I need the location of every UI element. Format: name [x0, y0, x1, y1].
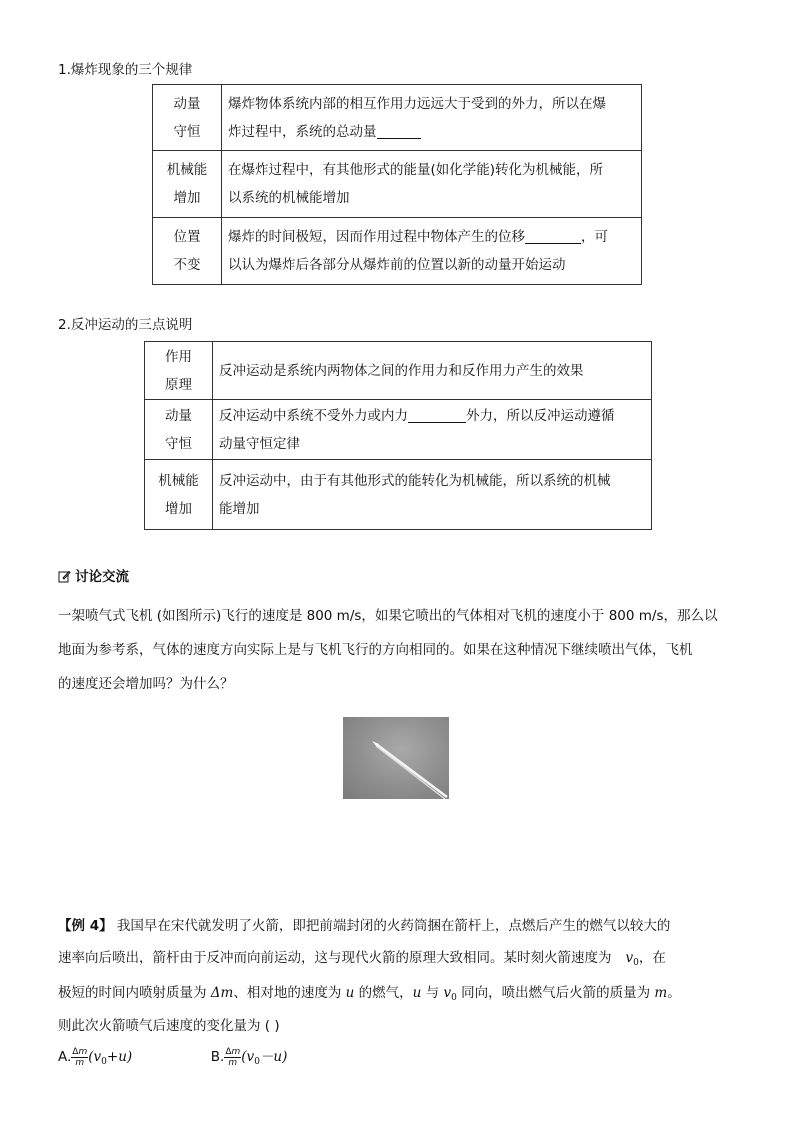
explosion-laws-table — [152, 84, 642, 285]
option-a[interactable]: A. $\frac{\Delta m}{m}$ $(v_0+u)$ — [58, 1046, 133, 1068]
row-value: 爆炸物体系统内部的相互作用力远远大于受到的外力，所以在爆 炸过程中，系统的总动量 — [222, 85, 642, 151]
row-key: 机械能 增加 — [153, 151, 222, 218]
table-row — [153, 85, 642, 151]
row-value: 反冲运动中，由于有其他形式的能转化为机械能，所以系统的机械 能增加 — [213, 460, 652, 530]
option-b[interactable]: B. $\frac{\Delta m}{m}$ $(v_0-u)$ — [210, 1046, 288, 1068]
row-key: 作用 原理 — [145, 342, 213, 400]
row-value: 在爆炸过程中，有其他形式的能量(如化学能)转化为机械能，所 以系统的机械能增加 — [222, 151, 642, 218]
example-4: 【例 4】 我国早在宋代就发明了火箭，即把前端封闭的火药筒捆在箭杆上，点燃后产生的燃气以较大的 速率向后喷出，箭杆由于反冲而向前运动，这与现代火箭的原理大致相同。某时刻火箭速度为 $v_0$，在 极短的时间内喷射质量为 Δm、相对地的速度为 u 的燃气，u 与 $v_0$ 同向，喷出燃气后火箭的质量为 m。 则此次火箭喷气后速度的变化量为 ( ) A. $\frac{\Delta m}{m}$ $(v_0+u)$ B. $\frac{\Delta m}{m}$ $(v_0-u)$ — [58, 910, 748, 1079]
jet-contrail-image — [343, 717, 449, 799]
discussion-header — [58, 565, 129, 585]
row-key: 动量 守恒 — [145, 400, 213, 460]
row-key: 动量 守恒 — [153, 85, 222, 151]
answer-blank — [377, 122, 421, 139]
discussion-title: 讨论交流 — [75, 569, 129, 585]
row-value: 反冲运动是系统内两物体之间的作用力和反作用力产生的效果 — [213, 342, 652, 400]
answer-blank — [525, 227, 581, 244]
row-key: 位置 不变 — [153, 218, 222, 285]
edit-note-icon — [58, 570, 71, 583]
section1-heading: 1.爆炸现象的三个规律 — [58, 62, 193, 78]
section2-heading: 2.反冲运动的三点说明 — [58, 317, 193, 333]
table-row — [145, 460, 652, 530]
discussion-text: 一架喷气式飞机 (如图所示)飞行的速度是 800 m/s，如果它喷出的气体相对飞机的速度小于 800 m/s，那么以 地面为参考系，气体的速度方向实际上是与飞机飞行的方向相同的。如果在这种情况下继续喷出气体，飞机 的速度还会增加吗？为什么？ — [58, 608, 718, 692]
table-row — [145, 400, 652, 460]
row-value: 爆炸的时间极短，因而作用过程中物体产生的位移 ，可 以认为爆炸后各部分从爆炸前的位置以新的动量开始运动 — [222, 218, 642, 285]
recoil-notes-table — [144, 341, 652, 530]
jet-plane-photo — [343, 717, 449, 799]
table-row — [145, 342, 652, 400]
row-key: 机械能 增加 — [145, 460, 213, 530]
example-label: 【例 4】 — [58, 918, 113, 934]
answer-blank — [408, 406, 466, 423]
table-row — [153, 151, 642, 218]
answer-options — [58, 1040, 748, 1079]
row-value: 反冲运动中系统不受外力或内力 外力，所以反冲运动遵循 动量守恒定律 — [213, 400, 652, 460]
table-row — [153, 218, 642, 285]
